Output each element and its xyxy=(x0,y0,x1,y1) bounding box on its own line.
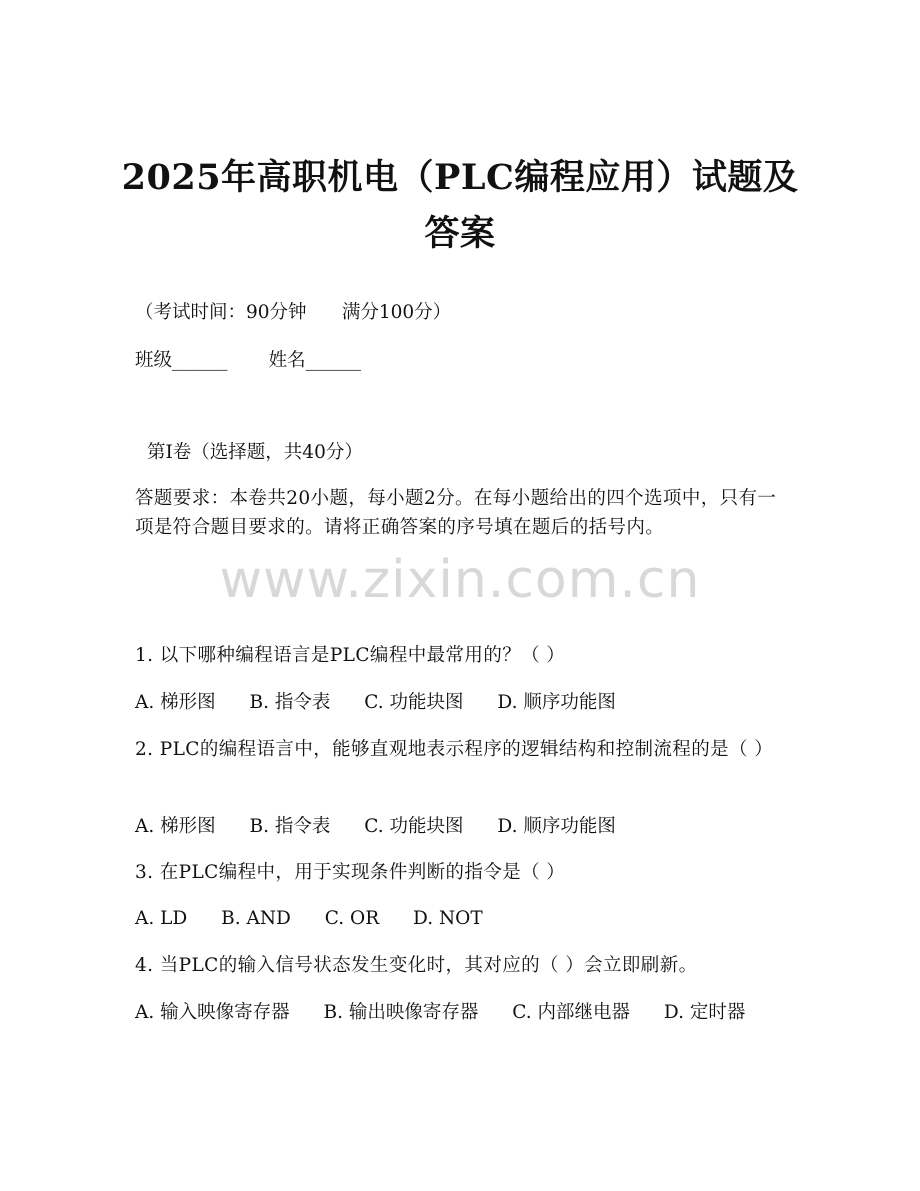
question-4-option-c: C. 内部继电器 xyxy=(512,1002,631,1023)
section-heading: 第Ⅰ卷（选择题，共40分） xyxy=(147,442,363,463)
question-2-option-b: B. 指令表 xyxy=(249,816,331,837)
question-1-option-d: D. 顺序功能图 xyxy=(497,692,616,713)
question-4-option-a: A. 输入映像寄存器 xyxy=(135,1002,290,1023)
question-3-options xyxy=(135,904,785,933)
question-3-option-a: A. LD xyxy=(135,908,188,929)
question-2-option-c: C. 功能块图 xyxy=(364,816,464,837)
question-3-option-b: B. AND xyxy=(221,908,291,929)
question-1-options xyxy=(135,688,785,717)
question-2-options xyxy=(135,812,785,841)
document-title: 2025年高职机电（PLC编程应用）试题及答案 xyxy=(121,157,799,254)
question-4-option-b: B. 输出映像寄存器 xyxy=(323,1002,479,1023)
question-2-option-a: A. 梯形图 xyxy=(135,816,216,837)
question-2-stem: 2. PLC的编程语言中，能够直观地表示程序的逻辑结构和控制流程的是（ ） xyxy=(135,739,774,760)
answer-instructions: 答题要求：本卷共20小题，每小题2分。在每小题给出的四个选项中，只有一项是符合题目要求的。请将正确答案的序号填在题后的括号内。 xyxy=(135,488,777,538)
question-4-option-d: D. 定时器 xyxy=(663,1002,746,1023)
question-1-option-a: A. 梯形图 xyxy=(135,692,216,713)
exam-info: （考试时间：90分钟 满分100分） xyxy=(135,302,452,323)
question-3-stem: 3. 在PLC编程中，用于实现条件判断的指令是（ ） xyxy=(135,862,566,883)
question-4-stem: 4. 当PLC的输入信号状态发生变化时，其对应的（ ）会立即刷新。 xyxy=(135,955,698,976)
question-1-option-c: C. 功能块图 xyxy=(364,692,464,713)
question-1-option-b: B. 指令表 xyxy=(249,692,331,713)
question-4-options xyxy=(135,998,785,1027)
watermark: www.zixin.com.cn xyxy=(219,550,701,610)
student-info-line: 班级______ 姓名______ xyxy=(135,350,362,371)
question-3-option-d: D. NOT xyxy=(413,908,483,929)
question-3-option-c: C. OR xyxy=(324,908,380,929)
question-1-stem: 1. 以下哪种编程语言是PLC编程中最常用的？（ ） xyxy=(135,645,566,666)
question-2-option-d: D. 顺序功能图 xyxy=(497,816,616,837)
